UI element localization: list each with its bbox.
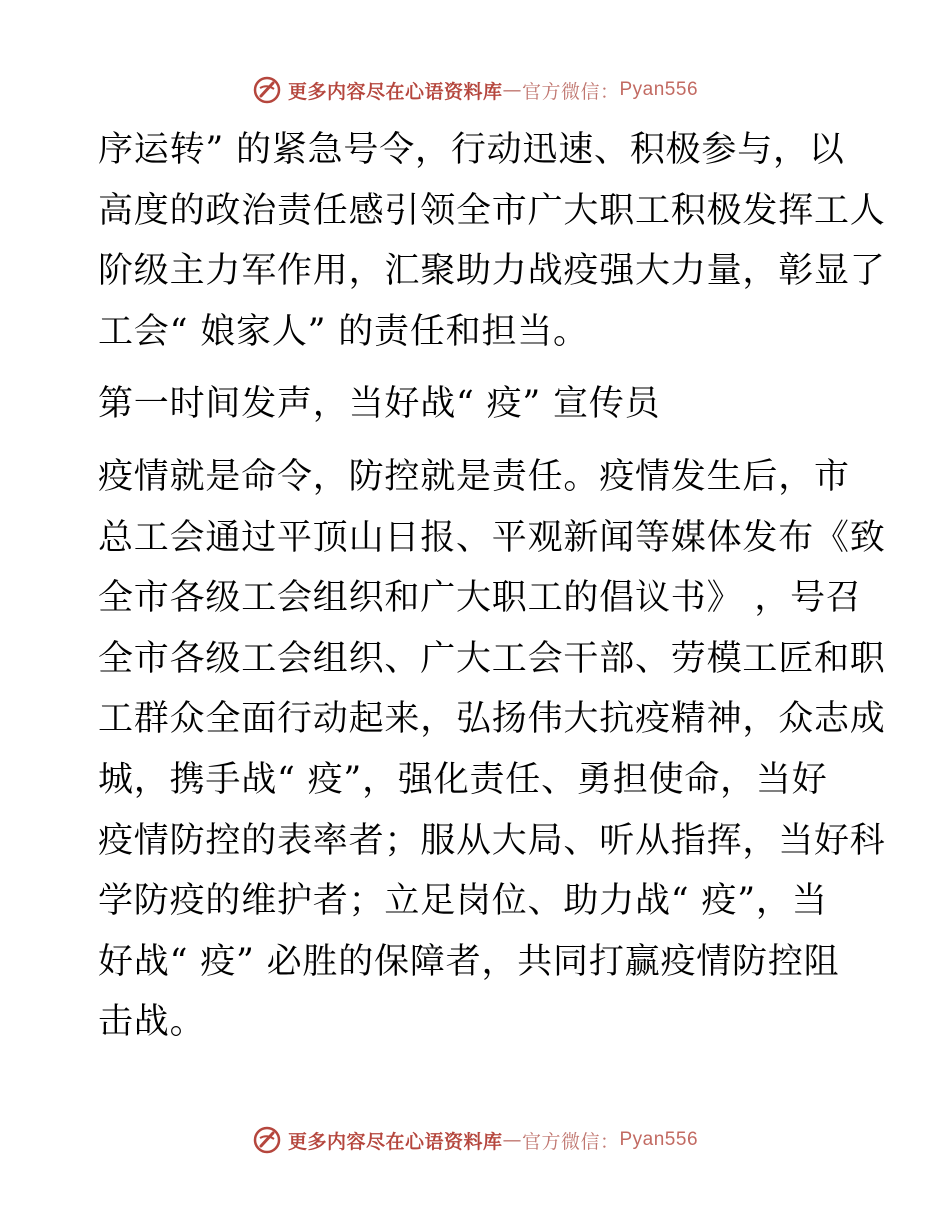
watermark-brand: 更多内容尽在心语资料库 xyxy=(287,80,503,103)
section-heading: 第一时间发声，当好战“ 疫” 宣传员 xyxy=(98,384,661,425)
text-line: 城，携手战“ 疫”，强化责任、勇担使命，当好 xyxy=(98,759,828,800)
text-line: 击战。 xyxy=(98,1002,206,1043)
watermark-wechat-label: 官方微信： xyxy=(521,1130,620,1153)
text-line: 全市各级工会组织和广大职工的倡议书》 ，号召 xyxy=(98,578,862,619)
logo-icon xyxy=(252,75,282,105)
text-line: 工群众全面行动起来，弘扬伟大抗疫精神，众志成 xyxy=(98,699,886,740)
watermark-wechat-id: Pyan556 xyxy=(619,79,699,100)
text-line: 序运转” 的紧急号令，行动迅速、积极参与，以 xyxy=(98,130,845,170)
text-line: 疫情就是命令，防控就是责任。疫情发生后，市 xyxy=(98,456,850,497)
logo-icon xyxy=(252,1125,282,1155)
paragraph-2 xyxy=(98,447,886,1053)
footer-watermark xyxy=(0,1120,950,1160)
text-line: 疫情防控的表率者；服从大局、听从指挥，当好科 xyxy=(98,820,886,861)
text-line: 阶级主力军作用，汇聚助力战疫强大力量，彰显了 xyxy=(98,251,886,292)
watermark-separator: — xyxy=(502,1129,522,1151)
watermark-brand: 更多内容尽在心语资料库 xyxy=(287,1130,503,1153)
paragraph-1 xyxy=(98,120,886,362)
text-line: 高度的政治责任感引领全市广大职工积极发挥工人 xyxy=(98,190,886,231)
text-line: 好战“ 疫” 必胜的保障者，共同打赢疫情防控阻 xyxy=(98,941,840,982)
header-watermark xyxy=(0,70,950,110)
document-body xyxy=(98,120,886,1053)
text-line: 工会“ 娘家人” 的责任和担当。 xyxy=(98,311,589,352)
text-line: 学防疫的维护者；立足岗位、助力战“ 疫”，当 xyxy=(98,881,828,922)
watermark-wechat-label: 官方微信： xyxy=(521,80,620,103)
watermark-separator: — xyxy=(502,79,522,101)
text-line: 全市各级工会组织、广大工会干部、劳模工匠和职 xyxy=(98,638,886,679)
text-line: 总工会通过平顶山日报、平观新闻等媒体发布《致 xyxy=(98,517,886,558)
watermark-wechat-id: Pyan556 xyxy=(619,1129,699,1150)
